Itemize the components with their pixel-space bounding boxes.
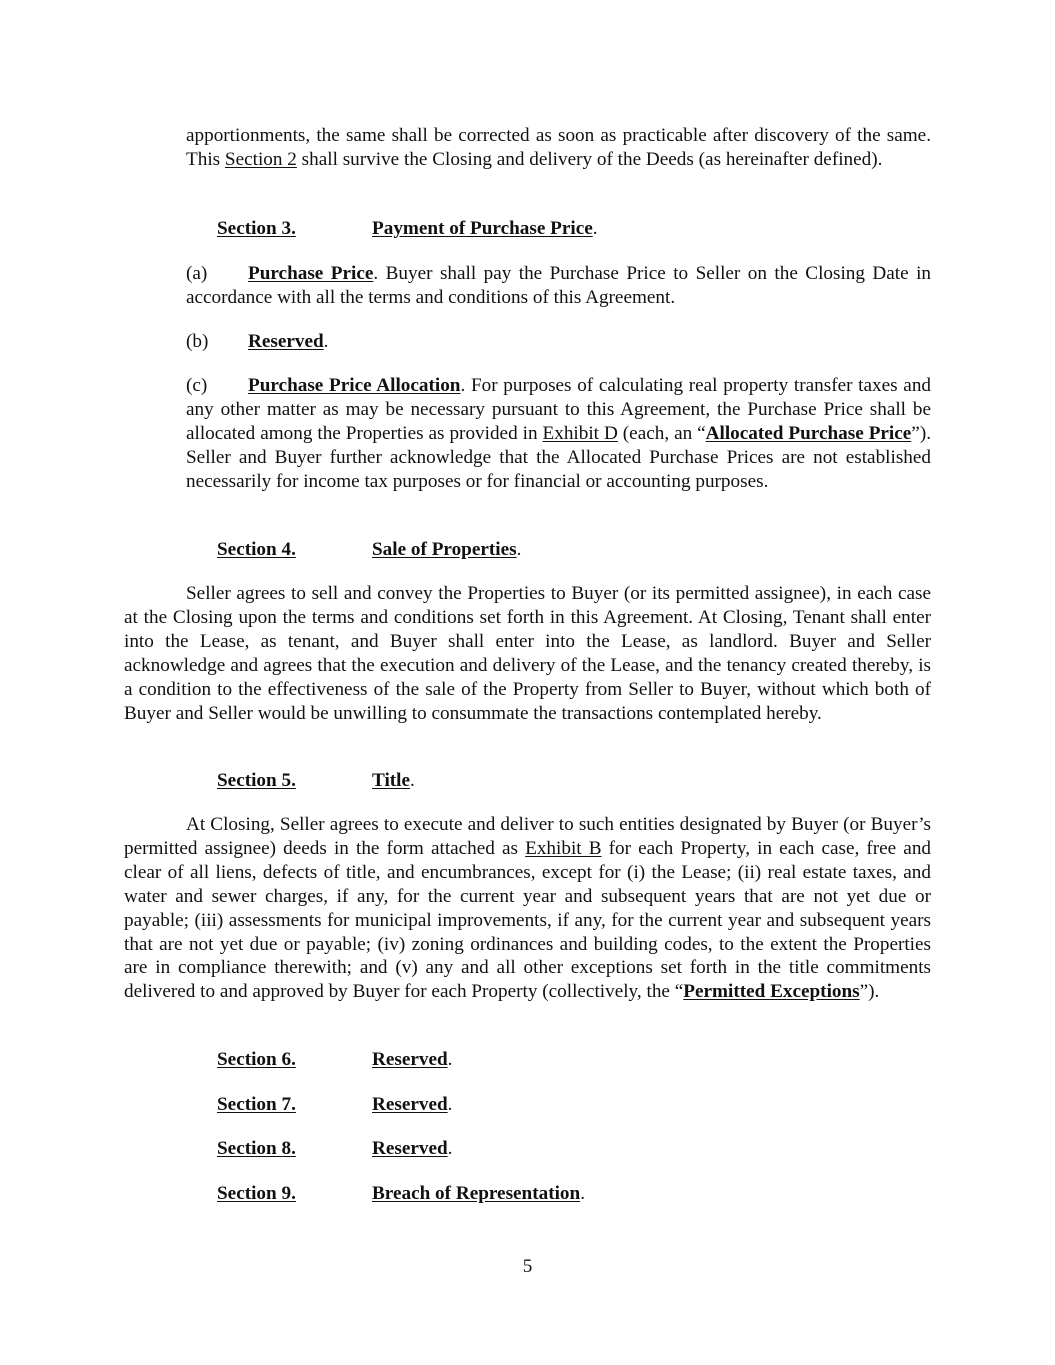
- section-3-title-text: Payment of Purchase Price: [372, 218, 593, 239]
- section-8-title: [372, 1137, 452, 1161]
- section-4-title-text: Sale of Properties: [372, 539, 517, 560]
- subsection-b-text: .: [323, 331, 329, 352]
- section-8-period: .: [447, 1138, 453, 1159]
- section-5-title-text: Title: [372, 770, 411, 791]
- section-4-body: Seller agrees to sell and convey the Properties to Buyer (or its permitted assignee), in each case at the Closing upon the terms and conditions set forth in this Agreement. At Closing, Tenant shall enter into the Lease, as tenant, and Buyer shall enter into the Lease, as landlord. Buyer and Seller acknowledge and agrees that the execution and delivery of the Lease, and the tenancy created thereby, is a condition to the effectiveness of the sale of the Property from Seller to Buyer, without which both of Buyer and Seller would be unwilling to consummate the transactions contemplated hereby.: [124, 583, 931, 724]
- section-3-title: [372, 217, 598, 241]
- subsection-c-text-1: . For purposes of calculating real property transfer taxes and any other matter as may be necessary pursuant to this Agreement, the Purchase Price shall be allocated among the Properties as provided in: [186, 375, 932, 444]
- section-8-title-text: Reserved: [372, 1138, 448, 1159]
- page-number: 5: [522, 1256, 533, 1277]
- section-4-title: [372, 538, 521, 562]
- defined-term-allocated-purchase-price: Allocated Purchase Price: [705, 422, 912, 444]
- section-5-text-1: At Closing, Seller agrees to execute and deliver to such entities designated by Buyer (or Buyer’s permitted assignee) deeds in the form attached as: [124, 814, 931, 859]
- section-5-period: .: [410, 770, 415, 791]
- exhibit-d-reference[interactable]: Exhibit D: [542, 422, 618, 444]
- intro-paragraph: [186, 124, 931, 172]
- section-5-text-2: for each Property, in each case, free and clear of all liens, defects of title, and encumbrances, except for (i) the Lease; (ii) real estate taxes, and water and sewer charges, if any, for the current year and subsequent years that are not yet due or payable; (iii) assessments for municipal improvements, if any, for the current year and subsequent years that are not yet due or payable; (iv) zoning ordinances and building codes, to the extent the Properties are in compliance therewith; and (v) any and all other exceptions set forth in the title commitments delivered to and approved by Buyer for each Property (collectively, the “: [124, 837, 932, 1003]
- section-4-period: .: [516, 539, 522, 560]
- section-6-number: Section 6.: [217, 1049, 296, 1070]
- intro-text-after: shall survive the Closing and delivery of the Deeds (as hereinafter defined).: [296, 148, 883, 170]
- section-6-title: [372, 1048, 452, 1072]
- subsection-c-title: Purchase Price Allocation: [248, 375, 461, 396]
- section-6-period: .: [447, 1049, 453, 1070]
- subsection-c-text-2: (each, an “: [617, 422, 706, 444]
- section-5-text-3: ”).: [859, 981, 880, 1003]
- section-5-body: [124, 813, 931, 1004]
- subsection-a-text: . Buyer shall pay the Purchase Price to Seller on the Closing Date in accordance with all the terms and conditions of this Agreement.: [186, 263, 931, 308]
- subsection-b-label: (b): [186, 331, 209, 352]
- section-9-period: .: [580, 1183, 585, 1204]
- section-4-number: Section 4.: [217, 539, 296, 560]
- subsection-b: [186, 330, 931, 354]
- subsection-a-title: Purchase Price: [248, 263, 374, 284]
- section-7-title-text: Reserved: [372, 1094, 448, 1115]
- section-7-period: .: [447, 1094, 453, 1115]
- subsection-c-label: (c): [186, 375, 208, 396]
- subsection-a: [186, 262, 931, 310]
- subsection-b-title: Reserved: [248, 331, 324, 352]
- section-2-reference[interactable]: Section 2: [224, 148, 297, 170]
- defined-term-permitted-exceptions: Permitted Exceptions: [683, 981, 860, 1003]
- section-3-period: .: [592, 218, 598, 239]
- subsection-a-label: (a): [186, 263, 208, 284]
- exhibit-b-reference[interactable]: Exhibit B: [525, 837, 602, 859]
- subsection-c-text-3: ”). Seller and Buyer further acknowledge that the Allocated Purchase Prices are not established necessarily for income tax purposes or for financial or accounting purposes.: [186, 422, 931, 492]
- section-6-title-text: Reserved: [372, 1049, 448, 1070]
- section-5-number: Section 5.: [217, 770, 296, 791]
- section-7-number: Section 7.: [217, 1094, 296, 1115]
- intro-text-before: apportionments, the same shall be corrected as soon as practicable after discovery of the same. This: [186, 125, 931, 170]
- section-8-number: Section 8.: [217, 1138, 296, 1159]
- section-9-title: [372, 1182, 585, 1206]
- subsection-c: [186, 374, 931, 494]
- section-5-title: [372, 769, 415, 793]
- section-7-title: [372, 1093, 452, 1117]
- section-3-number: Section 3.: [217, 218, 296, 239]
- section-9-number: Section 9.: [217, 1183, 296, 1204]
- section-9-title-text: Breach of Representation: [372, 1183, 581, 1204]
